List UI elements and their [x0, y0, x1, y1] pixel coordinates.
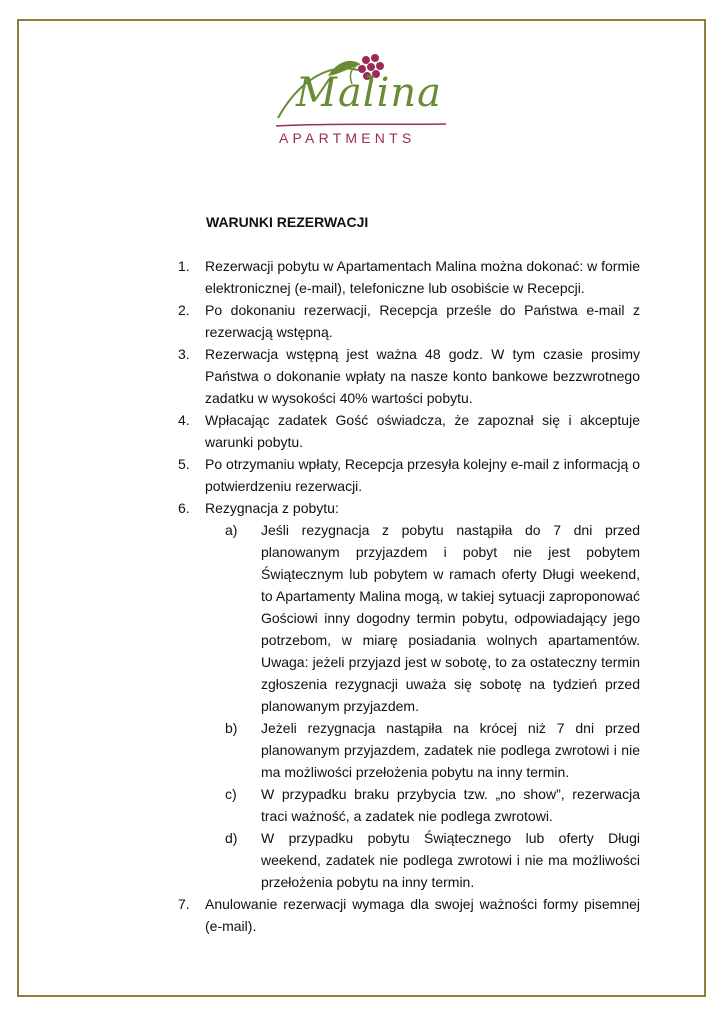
item-text: Anulowanie rezerwacji wymaga dla swojej ważności formy pisemnej (e-mail). [205, 896, 640, 934]
sub-item-letter: c) [225, 786, 237, 802]
item-text: Wpłacając zadatek Gość oświadcza, że zapoznał się i akceptuje warunki pobytu. [205, 412, 640, 450]
sub-list-item [225, 717, 640, 783]
sub-item-letter: d) [225, 830, 238, 846]
list-item [178, 255, 640, 299]
item-number: 7. [178, 896, 190, 912]
item-number: 3. [178, 346, 190, 362]
list-item [178, 497, 640, 893]
item-text: Po dokonaniu rezerwacji, Recepcja prześle do Państwa e-mail z rezerwacją wstępną. [205, 302, 640, 340]
sub-item-letter: b) [225, 720, 238, 736]
item-text: Po otrzymaniu wpłaty, Recepcja przesyła kolejny e-mail z informacją o potwierdzeniu rezerwacji. [205, 456, 640, 494]
list-item [178, 299, 640, 343]
list-item [178, 453, 640, 497]
item-number: 5. [178, 456, 190, 472]
list-item [178, 343, 640, 409]
item-number: 2. [178, 302, 190, 318]
item-number: 6. [178, 500, 190, 516]
sub-item-text: Jeśli rezygnacja z pobytu nastąpiła do 7 dni przed planowanym przyjazdem i pobyt nie jest pobytem Świątecznym lub pobytem w ramach oferty Długi weekend, to Apartamenty Malina mogą, w takiej sytuacji zaproponować Gościowi inny dogodny termin pobytu, odpowiadający jego potrzebom, w miarę posiadania wolnych apartamentów. Uwaga: jeżeli przyjazd jest w sobotę, to za ostateczny termin zgłoszenia rezygnacji uważa się sobotę na tydzień przed planowanym przyjazdem. [261, 522, 640, 714]
item-text: Rezygnacja z pobytu: [205, 500, 339, 516]
item-number: 1. [178, 258, 190, 274]
list-item [178, 893, 640, 937]
sub-item-text: W przypadku pobytu Świątecznego lub oferty Długi weekend, zadatek nie podlega zwrotowi i nie ma możliwości przełożenia pobytu na inny termin. [261, 830, 640, 890]
sub-list-item [225, 519, 640, 717]
item-text: Rezerwacja wstępną jest ważna 48 godz. W tym czasie prosimy Państwa o dokonanie wpłaty na nasze konto bankowe bezzwrotnego zadatku w wysokości 40% wartości pobytu. [205, 346, 640, 406]
item-text: Rezerwacji pobytu w Apartamentach Malina można dokonać: w formie elektronicznej (e-mail), telefoniczne lub osobiście w Recepcji. [205, 258, 640, 296]
logo-wordmark: Malina [296, 70, 442, 116]
document-title: WARUNKI REZERWACJI [206, 214, 369, 230]
logo-subtitle: APARTMENTS [279, 130, 416, 146]
sub-list-item [225, 783, 640, 827]
sub-item-letter: a) [225, 522, 238, 538]
sub-item-text: Jeżeli rezygnacja nastąpiła na krócej niż 7 dni przed planowanym przyjazdem, zadatek nie podlega zwrotowi i nie ma możliwości przełożenia pobytu na inny termin. [261, 720, 640, 780]
list-item [178, 409, 640, 453]
item-number: 4. [178, 412, 190, 428]
sub-item-text: W przypadku braku przybycia tzw. „no show”, rezerwacja traci ważność, a zadatek nie podlega zwrotowi. [261, 786, 640, 824]
sub-list-item [225, 827, 640, 893]
terms-list [178, 255, 640, 937]
malina-apartments-logo [268, 46, 452, 152]
